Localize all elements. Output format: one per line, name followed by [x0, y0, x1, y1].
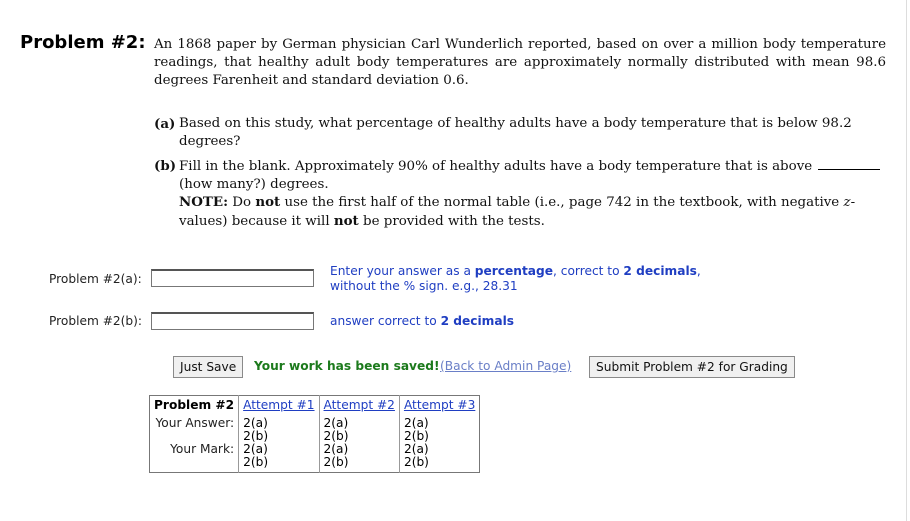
attempt-2-mark-b: 2(b) [323, 455, 349, 469]
attempt-1-answer [239, 414, 319, 443]
question-b-text [179, 157, 886, 194]
note-text-1: Do [232, 195, 252, 210]
submit-for-grading-button[interactable]: Submit Problem #2 for Grading [589, 356, 795, 378]
your-mark-row [150, 443, 480, 473]
attempt-3-mark-b: 2(b) [403, 455, 429, 469]
attempt-3-answer-b: 2(b) [403, 429, 429, 443]
question-b-text-after: (how many?) degrees. [179, 177, 329, 192]
attempt-1-answer-a: 2(a) [243, 416, 268, 430]
problem-heading: Problem #2: [20, 32, 146, 53]
answer-a-hint-3: , [696, 264, 701, 278]
attempt-1-answer-b: 2(b) [243, 429, 269, 443]
saved-message: Your work has been saved! [254, 359, 440, 373]
note-text-2: use the first half of the normal table (i.e., page 742 in the textbook, with negative [284, 195, 840, 210]
answer-a-hint-bold-1: percentage [474, 264, 554, 278]
answer-b-hint-1: answer correct to [330, 314, 441, 328]
answer-a-input[interactable] [151, 269, 314, 287]
your-mark-label: Your Mark: [170, 442, 235, 456]
answer-b-hint-bold-1: 2 decimals [440, 314, 515, 328]
attempt-3-mark-a: 2(a) [403, 442, 429, 456]
question-list [154, 115, 886, 200]
fill-in-blank [818, 157, 880, 170]
attempt-2-link[interactable]: Attempt #2 [323, 398, 395, 412]
attempt-2-answer-b: 2(b) [323, 429, 349, 443]
attempt-3-link[interactable]: Attempt #3 [403, 398, 476, 412]
attempt-1-link[interactable]: Attempt #1 [243, 398, 315, 412]
note-not-1: not [255, 194, 281, 210]
attempt-1-mark-a: 2(a) [243, 442, 268, 456]
attempt-2-mark [319, 443, 399, 473]
attempts-table [149, 395, 480, 473]
answer-a-hint-line-2: without the % sign. e.g., 28.31 [330, 279, 518, 293]
note [179, 193, 886, 231]
back-to-admin-link[interactable]: (Back to Admin Page) [440, 359, 572, 373]
answer-a-hint-2: , correct to [553, 264, 624, 278]
attempts-header-row [150, 396, 480, 415]
answer-a-hint-1: Enter your answer as a [330, 264, 475, 278]
question-a [154, 115, 886, 151]
answer-b-label: Problem #2(b): [49, 314, 143, 328]
note-not-2: not [333, 213, 359, 229]
attempt-1-mark-b: 2(b) [243, 455, 269, 469]
question-a-label: (a) [154, 116, 176, 132]
question-b-label: (b) [154, 158, 177, 174]
attempt-1-header [239, 396, 319, 415]
just-save-button[interactable]: Just Save [173, 356, 243, 378]
answer-a-hint-bold-2: 2 decimals [623, 264, 697, 278]
answer-a-label: Problem #2(a): [49, 272, 142, 286]
question-a-text: Based on this study, what percentage of healthy adults have a body temperature that is below 98.2 degrees? [179, 116, 852, 149]
problem-intro: An 1868 paper by German physician Carl Wunderlich reported, based on over a million body temperature readings, that healthy adult body temperatures are approximately normally distributed with mean 98.6 degrees Farenheit and standard deviation 0.6. [154, 37, 886, 88]
question-b-text-before: Fill in the blank. Approximately 90% of healthy adults have a body temperature that is above [179, 159, 813, 174]
note-label: NOTE: [179, 194, 229, 210]
note-z: z [843, 195, 851, 210]
attempt-3-header [399, 396, 479, 415]
answer-a-hint [330, 264, 701, 294]
attempt-2-answer-a: 2(a) [323, 416, 349, 430]
attempt-3-mark [399, 443, 479, 473]
your-answer-row [150, 414, 480, 443]
your-answer-label: Your Answer: [155, 416, 235, 430]
attempt-1-mark [239, 443, 319, 473]
answer-b-hint [330, 314, 514, 329]
attempt-2-answer [319, 414, 399, 443]
attempts-header-problem: Problem #2 [154, 398, 235, 412]
attempt-2-mark-a: 2(a) [323, 442, 349, 456]
question-b [154, 157, 886, 194]
answer-b-input[interactable] [151, 312, 314, 330]
note-text-3: -values) because it will [179, 195, 856, 229]
attempt-3-answer [399, 414, 479, 443]
note-text-4: be provided with the tests. [363, 214, 545, 229]
attempt-3-answer-a: 2(a) [403, 416, 429, 430]
attempt-2-header [319, 396, 399, 415]
